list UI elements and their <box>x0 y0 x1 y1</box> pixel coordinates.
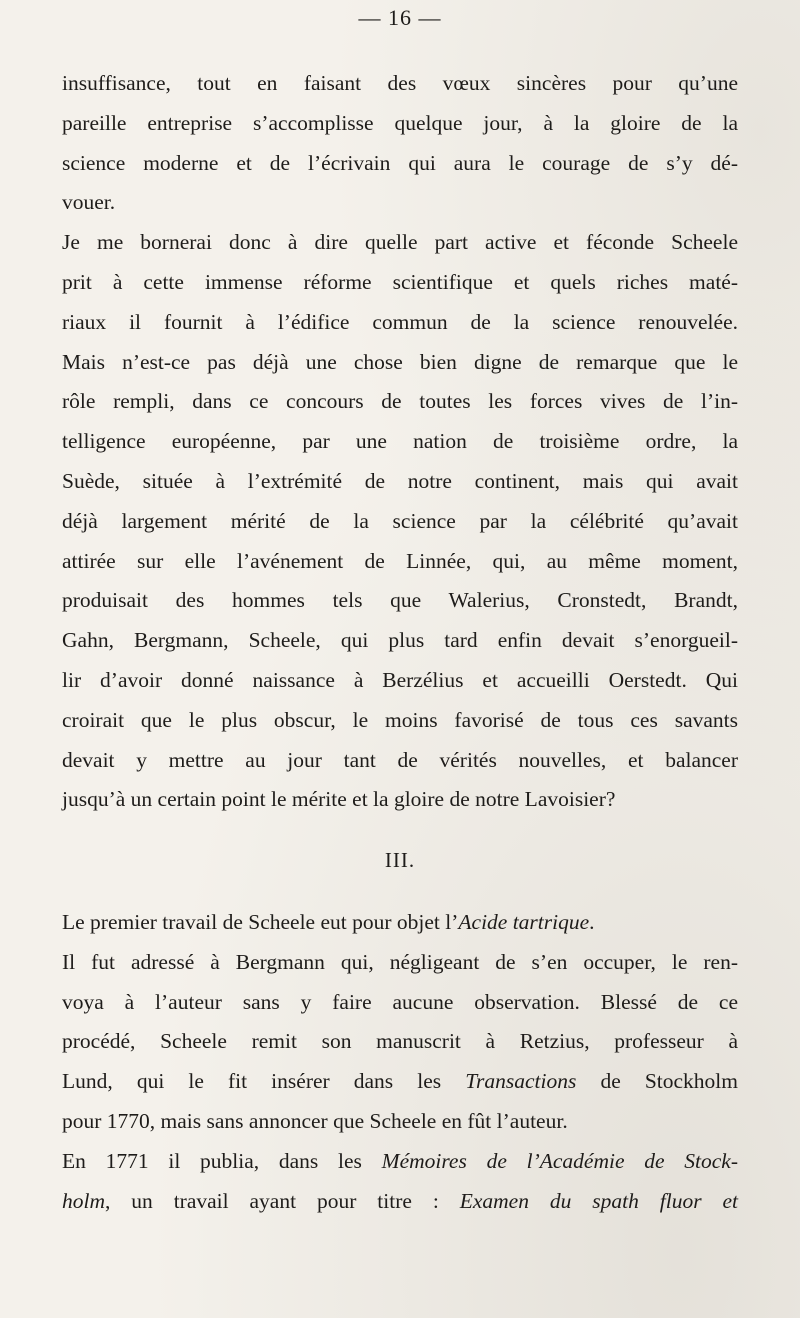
text-line <box>62 903 738 943</box>
body-text <box>62 64 738 1221</box>
text-run: . <box>589 909 595 934</box>
italic-title: Examen du spath fluor et <box>459 1188 738 1213</box>
text-line: pour 1770, mais sans annoncer que Scheele en fût l’auteur. <box>62 1108 568 1133</box>
italic-title: Acide tartrique <box>458 909 590 934</box>
italic-title: holm <box>62 1188 105 1213</box>
text-line <box>62 1142 738 1182</box>
text-line: Gahn, Bergmann, Scheele, qui plus tard enfin devait s’enorgueil- <box>62 628 738 653</box>
text-run: de Stockholm <box>576 1069 738 1094</box>
text-line: devait y mettre au jour tant de vérités nouvelles, et balancer <box>62 747 738 772</box>
text-line: Mais n’est-ce pas déjà une chose bien digne de remarque que le <box>62 349 738 374</box>
text-line: déjà largement mérité de la science par la célébrité qu’avait <box>62 508 738 533</box>
paragraph-4 <box>62 1142 738 1222</box>
text-line: Il fut adressé à Bergmann qui, négligeant de s’en occuper, le ren- <box>62 949 738 974</box>
page-number: — 16 — <box>358 5 442 30</box>
text-run: , un travail ayant pour titre : <box>105 1188 460 1213</box>
text-line: science moderne et de l’écrivain qui aura le courage de s’y dé- <box>62 150 738 175</box>
section-heading: III. <box>384 848 416 873</box>
paragraph-2 <box>62 223 738 820</box>
text-line: rôle rempli, dans ce concours de toutes les forces vives de l’in- <box>62 389 738 414</box>
text-line: Suède, située à l’extrémité de notre continent, mais qui avait <box>62 468 738 493</box>
text-line: Je me bornerai donc à dire quelle part active et féconde Scheele <box>62 230 738 255</box>
text-line: pareille entreprise s’accomplisse quelque jour, à la gloire de la <box>62 110 738 135</box>
text-line: vouer. <box>62 190 116 215</box>
text-line: prit à cette immense réforme scientifique et quels riches maté- <box>62 269 738 294</box>
text-line <box>62 1062 738 1102</box>
text-line: riaux il fournit à l’édifice commun de la science renouvelée. <box>62 309 738 334</box>
text-run: En 1771 il publia, dans les <box>62 1148 382 1173</box>
italic-title: Mémoires de l’Académie de Stock- <box>381 1148 738 1173</box>
text-line: insuffisance, tout en faisant des vœux sincères pour qu’une <box>62 71 738 95</box>
paragraph-1 <box>62 64 738 223</box>
paragraph-3 <box>62 903 738 1142</box>
text-line: voya à l’auteur sans y faire aucune observation. Blessé de ce <box>62 989 738 1014</box>
text-run: Lund, qui le fit insérer dans les <box>62 1069 466 1094</box>
text-line: attirée sur elle l’avénement de Linnée, qui, au même moment, <box>62 548 738 573</box>
text-line: produisait des hommes tels que Walerius, Cronstedt, Brandt, <box>62 588 738 613</box>
text-line <box>62 1182 738 1222</box>
text-line: lir d’avoir donné naissance à Berzélius et accueilli Oerstedt. Qui <box>62 667 738 692</box>
italic-title: Transactions <box>465 1069 577 1094</box>
text-line: croirait que le plus obscur, le moins favorisé de tous ces savants <box>62 707 738 732</box>
text-line: telligence européenne, par une nation de troisième ordre, la <box>62 429 738 454</box>
text-line: jusqu’à un certain point le mérite et la gloire de notre Lavoisier? <box>62 787 616 812</box>
text-line: procédé, Scheele remit son manuscrit à Retzius, professeur à <box>62 1029 738 1054</box>
text-run: Le premier travail de Scheele eut pour objet l’ <box>62 909 459 934</box>
